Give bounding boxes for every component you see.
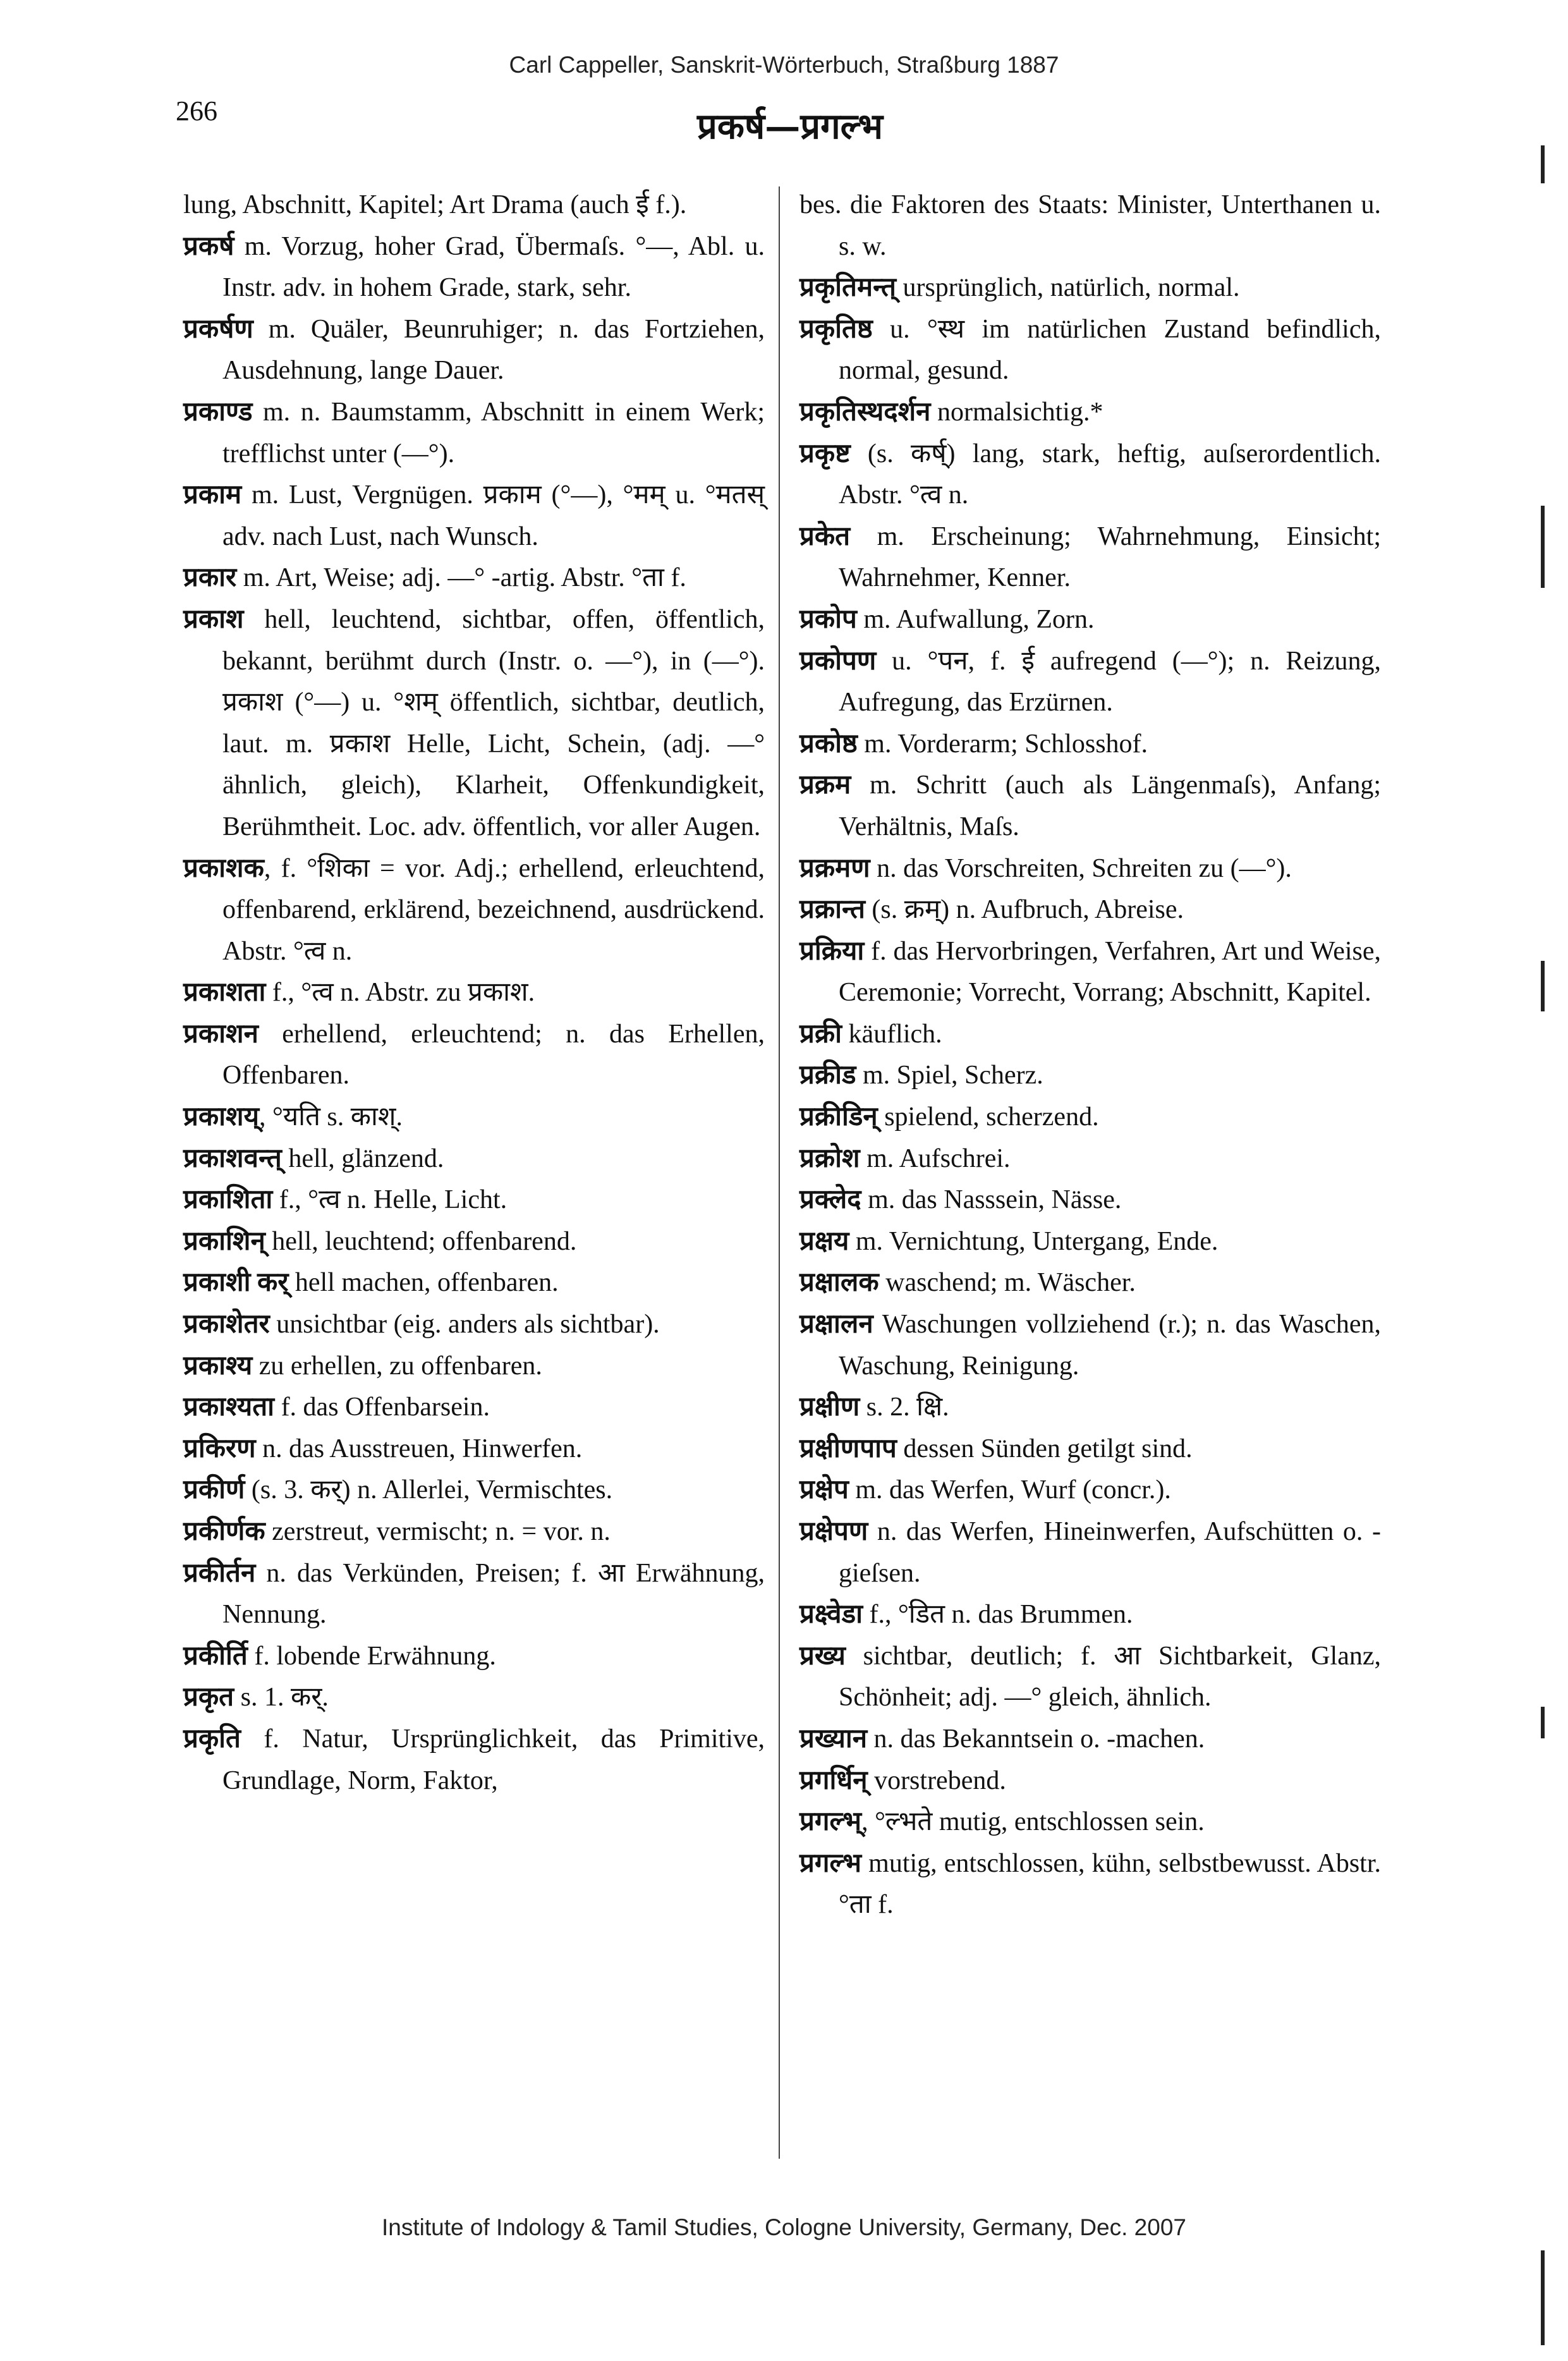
dictionary-entry [183, 1511, 765, 1553]
entry-headword: प्रकाशन [183, 1019, 258, 1049]
column-divider [779, 186, 780, 2159]
entry-definition: vorstrebend. [867, 1766, 1006, 1795]
entry-definition: m. Erscheinung; Wahrnehmung, Einsicht; Wahrnehmer, Kenner. [839, 522, 1381, 593]
dictionary-entry [799, 1802, 1381, 1843]
scan-edge-mark [1541, 2250, 1545, 2345]
entry-headword: प्रकोष्ठ [799, 729, 858, 759]
scan-edge-mark [1541, 145, 1545, 183]
entry-definition: (s. क्रम्) n. Aufbruch, Abreise. [865, 895, 1184, 925]
dictionary-entry [183, 1429, 765, 1470]
entry-headword: प्रकाश [183, 604, 244, 634]
dictionary-entry [183, 226, 765, 309]
dictionary-entry [183, 309, 765, 392]
dictionary-entry [183, 972, 765, 1014]
entry-headword: प्रक्षालक [799, 1268, 879, 1298]
entry-headword: प्रक्ष्वेडा [799, 1600, 863, 1630]
entry-definition: m. n. Baumstamm, Abschnitt in einem Werk; trefflichst unter (—°). [222, 397, 765, 468]
entry-headword: प्रक्रिया [799, 936, 865, 966]
entry-definition: n. das Bekanntsein o. -machen. [867, 1724, 1205, 1754]
entry-definition: m. das Werfen, Wurf (concr.). [848, 1475, 1171, 1505]
entry-definition: n. das Werfen, Hineinwerfen, Aufschütten o. -gieſsen. [839, 1517, 1381, 1588]
dictionary-entry [183, 1180, 765, 1221]
entry-headword: प्रकाशता [183, 978, 266, 1008]
dictionary-entry [799, 1843, 1381, 1926]
entry-definition: Waschungen vollziehend (r.); n. das Waschen, Waschung, Reinigung. [839, 1310, 1381, 1381]
entry-headword: प्रक्रोश [799, 1144, 860, 1173]
entry-headword: प्रकोपण [799, 646, 877, 676]
entry-definition: (s. कर्ष्) lang, stark, heftig, auſserordentlich. Abstr. °त्व n. [839, 439, 1381, 510]
entry-headword: प्रक्रीड [799, 1061, 856, 1090]
dictionary-entry [799, 1636, 1381, 1719]
dictionary-entry [799, 1055, 1381, 1097]
entry-definition: f. Natur, Ursprünglichkeit, das Primitive, Grundlage, Norm, Faktor, [222, 1724, 765, 1795]
dictionary-entry [183, 1677, 765, 1719]
entry-headword: प्रकर्ष [183, 231, 234, 261]
entry-definition: hell machen, offenbaren. [288, 1268, 559, 1298]
entry-headword: प्रकाशक [183, 853, 264, 883]
dictionary-entry [799, 1387, 1381, 1429]
dictionary-entry [799, 848, 1381, 890]
dictionary-entry [183, 1304, 765, 1346]
dictionary-entry [799, 1138, 1381, 1180]
entry-definition: f., °त्व n. Helle, Licht. [272, 1185, 507, 1215]
dictionary-entry [183, 1553, 765, 1636]
dictionary-entry [183, 558, 765, 599]
entry-headword: प्रकोप [799, 604, 857, 634]
entry-definition: m. Vorderarm; Schlosshof. [857, 729, 1148, 759]
entry-headword: प्रकेत [799, 522, 851, 551]
entry-definition: m. das Nasssein, Nässe. [861, 1185, 1122, 1215]
entry-headword: प्रकृतिमन्त् [799, 273, 896, 303]
entry-definition: m. Vorzug, hoher Grad, Übermaſs. °—, Abl. u. Instr. adv. in hohem Grade, stark, sehr. [222, 231, 765, 303]
entry-headword: प्रकृति [183, 1724, 241, 1754]
dictionary-entry [183, 1138, 765, 1180]
scan-edge-mark [1541, 961, 1545, 1011]
entry-headword: प्रकीर्णक [183, 1517, 265, 1546]
entry-definition: m. Lust, Vergnügen. प्रकाम (°—), °मम् u. °मतस् adv. nach Lust, nach Wunsch. [222, 480, 765, 551]
entry-headword: प्रक्षेप [799, 1475, 849, 1505]
entry-definition: , °यति s. काश्. [258, 1102, 403, 1132]
entry-definition: waschend; m. Wäscher. [878, 1268, 1136, 1298]
entry-headword: प्रकाण्ड [183, 397, 253, 427]
scan-edge-mark [1541, 1707, 1545, 1738]
entry-headword: प्रख्य [799, 1641, 846, 1671]
dictionary-entry [799, 1470, 1381, 1511]
entry-headword: प्रकृतिष्ठ [799, 314, 873, 344]
dictionary-entry [799, 1180, 1381, 1221]
entry-headword: प्रकाशवन्त् [183, 1144, 282, 1173]
dictionary-entry [183, 1636, 765, 1678]
dictionary-entry [183, 599, 765, 848]
entry-headword: प्रक्रम [799, 771, 851, 800]
dictionary-entry [799, 1304, 1381, 1387]
dictionary-entry [799, 392, 1381, 434]
entry-definition: mutig, entschlossen, kühn, selbstbewusst. Abstr. °ता f. [839, 1848, 1381, 1920]
dictionary-entry [183, 475, 765, 558]
dictionary-entry [799, 267, 1381, 309]
entry-definition: m. Schritt (auch als Längenmaſs), Anfang; Verhältnis, Maſs. [839, 771, 1381, 841]
entry-headword: प्रकाशी कर् [183, 1268, 289, 1298]
left-column [183, 185, 765, 1802]
entry-headword: प्रकृष्ट [799, 439, 851, 468]
right-column [799, 185, 1381, 1926]
dictionary-entry [799, 765, 1381, 848]
entry-headword: प्रक्री [799, 1019, 842, 1049]
entry-headword: प्रकाशिता [183, 1185, 273, 1215]
entry-definition: normalsichtig.* [930, 397, 1103, 427]
entry-definition: m. Aufschrei. [860, 1144, 1011, 1173]
dictionary-entry [183, 185, 765, 226]
dictionary-entry [799, 1719, 1381, 1760]
entry-definition: unsichtbar (eig. anders als sichtbar). [269, 1310, 660, 1339]
entry-headword: प्रकार [183, 563, 237, 593]
entry-headword: प्रगल्भ [799, 1848, 862, 1878]
entry-headword: प्रक्रीडिन् [799, 1102, 878, 1132]
entry-definition: f., °त्व n. Abstr. zu प्रकाश. [265, 978, 535, 1008]
dictionary-entry [799, 724, 1381, 766]
entry-headword: प्रकीर्ण [183, 1475, 245, 1505]
entry-headword: प्रकीर्तन [183, 1558, 256, 1588]
entry-headword: प्रकाश्यता [183, 1393, 275, 1422]
entry-headword: प्रक्रमण [799, 853, 870, 883]
entry-definition: sichtbar, deutlich; f. आ Sichtbarkeit, Glanz, Schönheit; adj. —° gleich, ähnlich. [839, 1641, 1381, 1712]
dictionary-entry [183, 1262, 765, 1304]
entry-headword: प्रक्षेपण [799, 1517, 868, 1546]
entry-headword: प्रगर्धिन् [799, 1766, 868, 1795]
entry-definition: s. 1. कर्. [234, 1683, 329, 1712]
dictionary-entry [799, 1097, 1381, 1138]
dictionary-entry [799, 434, 1381, 516]
entry-headword: प्रकीर्ति [183, 1641, 248, 1671]
dictionary-entry [183, 848, 765, 973]
entry-headword: प्रकृत [183, 1683, 234, 1712]
entry-definition: , °ल्भते mutig, entschlossen sein. [861, 1807, 1205, 1837]
entry-definition: hell, leuchtend; offenbarend. [265, 1226, 577, 1256]
entry-headword: प्रकाम [183, 480, 242, 510]
entry-headword: प्रकाशय् [183, 1102, 259, 1132]
entry-definition: erhellend, erleuchtend; n. das Erhellen, Offenbaren. [222, 1019, 765, 1090]
entry-definition: zerstreut, vermischt; n. = vor. n. [265, 1517, 611, 1546]
entry-definition: n. das Vorschreiten, Schreiten zu (—°). [870, 853, 1292, 883]
entry-definition: s. 2. क्षि. [860, 1393, 949, 1422]
dictionary-entry [183, 392, 765, 475]
entry-definition: m. Art, Weise; adj. —° -artig. Abstr. °ता f. [236, 563, 686, 593]
entry-definition: , f. °शिका = vor. Adj.; erhellend, erleuchtend, offenbarend, erklärend, bezeichnend, ausdrückend. Abstr. °त्व n. [222, 853, 765, 966]
entry-headword: प्रकर्षण [183, 314, 253, 344]
dictionary-entry [799, 1594, 1381, 1636]
entry-definition: u. °स्थ im natürlichen Zustand befindlich, normal, gesund. [839, 314, 1381, 386]
dictionary-entry [799, 1429, 1381, 1470]
entry-definition: hell, glänzend. [281, 1144, 444, 1173]
entry-headword: प्रख्यान [799, 1724, 868, 1754]
entry-headword: प्रक्षालन [799, 1310, 873, 1339]
entry-definition: f. lobende Erwähnung. [247, 1641, 496, 1671]
dictionary-entry [183, 1097, 765, 1138]
entry-headword: प्रकृतिस्थदर्शन [799, 397, 931, 427]
dictionary-entry [799, 1262, 1381, 1304]
dictionary-entry [799, 641, 1381, 724]
dictionary-entry [799, 931, 1381, 1014]
dictionary-entry [799, 1511, 1381, 1594]
scan-edge-mark [1541, 506, 1545, 588]
running-head: प्रकर्ष—प्रगल्भ [697, 106, 883, 147]
entry-definition: m. Quäler, Beunruhiger; n. das Fortziehen, Ausdehnung, lange Dauer. [222, 314, 765, 386]
entry-headword: प्रकाशिन् [183, 1226, 265, 1256]
entry-headword: प्रकिरण [183, 1434, 256, 1463]
entry-definition: ursprünglich, natürlich, normal. [896, 273, 1240, 303]
scan-credit-top: Carl Cappeller, Sanskrit-Wörterbuch, Straßburg 1887 [509, 52, 1059, 78]
dictionary-entry [799, 1014, 1381, 1056]
entry-headword: प्रक्लेद [799, 1185, 861, 1215]
dictionary-entry [799, 1760, 1381, 1802]
entry-definition: m. Vernichtung, Untergang, Ende. [849, 1226, 1219, 1256]
scan-credit-bottom: Institute of Indology & Tamil Studies, Cologne University, Germany, Dec. 2007 [381, 2214, 1186, 2240]
entry-definition: u. °पन, f. ई aufregend (—°); n. Reizung, Aufregung, das Erzürnen. [839, 646, 1381, 717]
entry-definition: (s. 3. कर्) n. Allerlei, Vermischtes. [245, 1475, 613, 1505]
dictionary-entry [183, 1387, 765, 1429]
entry-headword: प्रक्षीणपाप [799, 1434, 897, 1463]
entry-definition: n. das Ausstreuen, Hinwerfen. [255, 1434, 583, 1463]
dictionary-entry [799, 309, 1381, 392]
dictionary-entry [799, 599, 1381, 641]
entry-definition: m. Aufwallung, Zorn. [856, 604, 1095, 634]
dictionary-entry [183, 1221, 765, 1263]
entry-definition: bes. die Faktoren des Staats: Minister, Unterthanen u. s. w. [799, 190, 1381, 261]
dictionary-entry [183, 1470, 765, 1511]
entry-definition: f., °डित n. das Brummen. [862, 1600, 1133, 1630]
entry-definition: m. Spiel, Scherz. [856, 1061, 1043, 1090]
entry-headword: प्रगल्भ् [799, 1807, 862, 1837]
entry-definition: lung, Abschnitt, Kapitel; Art Drama (auch ई f.). [183, 190, 687, 219]
entry-headword: प्रक्षीण [799, 1393, 860, 1422]
dictionary-entry [799, 516, 1381, 599]
dictionary-entry [799, 1221, 1381, 1263]
entry-definition: n. das Verkünden, Preisen; f. आ Erwähnung, Nennung. [222, 1558, 765, 1630]
page-number: 266 [176, 95, 217, 126]
dictionary-entry [799, 889, 1381, 931]
entry-definition: spielend, scherzend. [877, 1102, 1099, 1132]
entry-headword: प्रक्षय [799, 1226, 849, 1256]
entry-definition: zu erhellen, zu offenbaren. [252, 1351, 542, 1381]
dictionary-entry [183, 1719, 765, 1802]
entry-definition: f. das Hervorbringen, Verfahren, Art und Weise, Ceremonie; Vorrecht, Vorrang; Abschnitt, Kapitel. [839, 936, 1381, 1008]
dictionary-entry [799, 185, 1381, 267]
dictionary-entry [183, 1346, 765, 1388]
entry-definition: käuflich. [842, 1019, 942, 1049]
entry-headword: प्रकाश्य [183, 1351, 253, 1381]
entry-definition: f. das Offenbarsein. [274, 1393, 490, 1422]
entry-definition: dessen Sünden getilgt sind. [896, 1434, 1193, 1463]
entry-headword: प्रक्रान्त [799, 895, 865, 925]
entry-definition: hell, leuchtend, sichtbar, offen, öffentlich, bekannt, berühmt durch (Instr. o. —°), in (—°). प्रकाश (°—) u. °शम् öffentlich, sichtbar, deutlich, laut. m. प्रकाश Helle, Licht, Schein, (adj. —° ähnlich, gleich), Klarheit, Offenkundigkeit, Berühmtheit. Loc. adv. öffentlich, vor aller Augen. [222, 604, 765, 841]
entry-headword: प्रकाशेतर [183, 1310, 270, 1339]
dictionary-entry [183, 1014, 765, 1097]
